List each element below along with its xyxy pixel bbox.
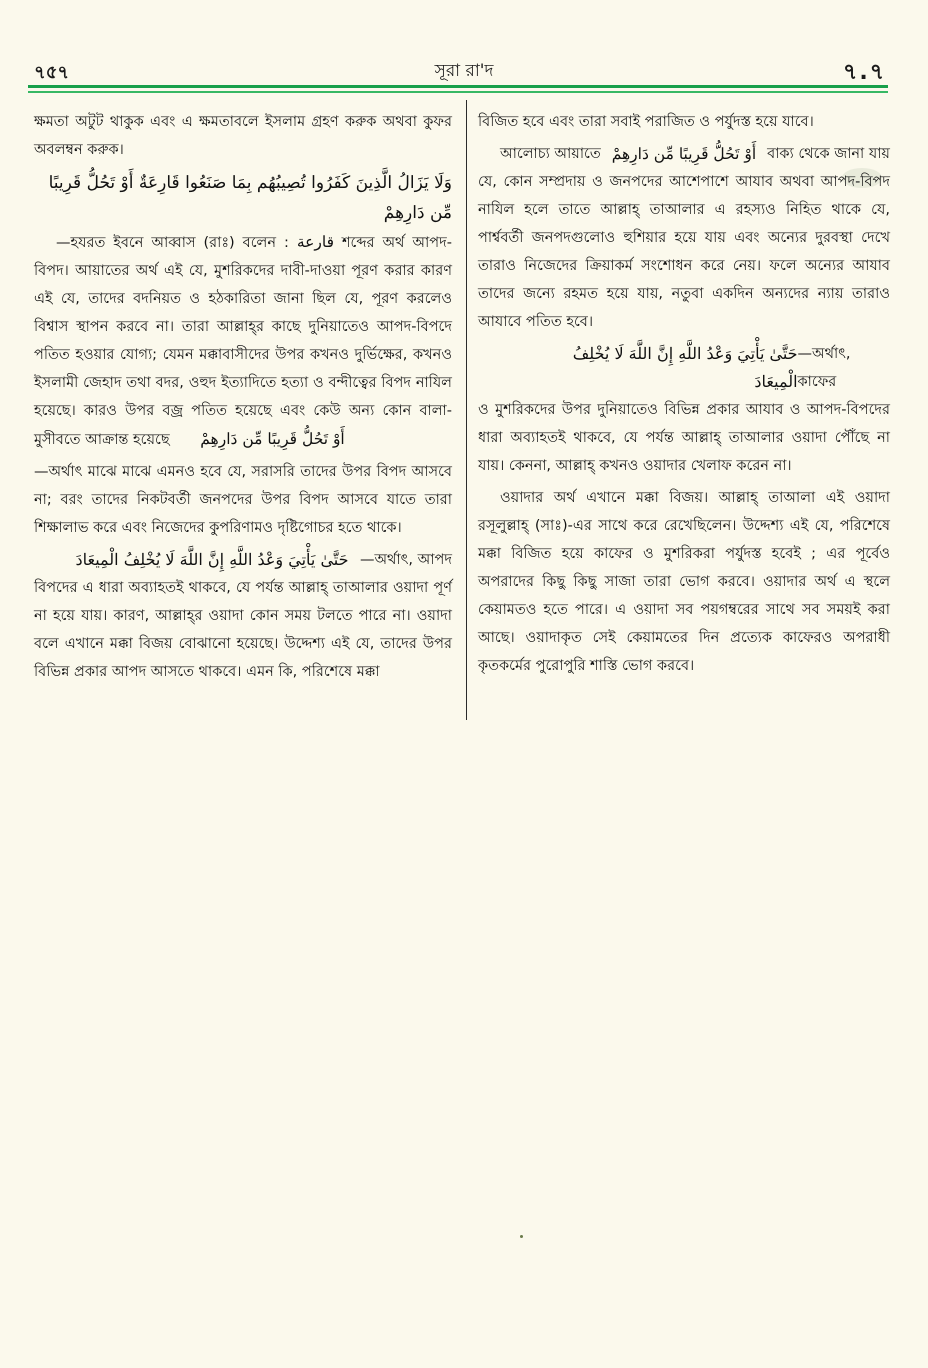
- left-paragraph-4: বিপদের এ ধারা অব্যাহতই থাকবে, যে পর্যন্ত আল্লাহ্‌ তাআলার ওয়াদা পূর্ণ না হয়ে যায়। কারণ, আল্লাহ্‌র ওয়াদা কোন সময় টলতে পারে না। ওয়াদা বলে এখানে মক্কা বিজয় বোঝানো হয়েছে। উদ্দেশ্য এই যে, তাদের উপর বিভিন্ন প্রকার আপদ আসতে থাকবে। এমন কি, পরিশেষে মক্কা: [34, 580, 452, 680]
- arabic-verse-2-gloss: —অর্থাৎ, আপদ: [360, 552, 452, 568]
- arabic-word-qariah: قارعة: [296, 233, 334, 251]
- left-p2-body: শব্দের অর্থ আপদ-বিপদ। আয়াতের অর্থ এই যে, মুশরিকদের দাবী-দাওয়া পূরণ করার কারণ এই যে, তাদের বদনিয়ত ও হঠকারিতা জানা ছিল যে, পূরণ করলেও বিশ্বাস স্থাপন করবে না। তারা আল্লাহ্‌র কাছে দুনিয়াতেও আপদ-বিপদে পতিত হওয়ার যোগ্য; যেমন মক্কাবাসীদের উপর কখনও দুর্ভিক্ষের, কখনও ইসলামী জেহাদ তথা বদর, ওহুদ ইত্যাদিতে হত্যা ও বন্দীত্বের বিপদ নাযিল হয়েছে। কারও উপর বজ্র পতিত হয়েছে এবং কেউ অন্য কোন বালা-মুসীবতে আক্রান্ত হয়েছে: [34, 235, 452, 448]
- arabic-verse-3-row: [478, 340, 890, 396]
- left-paragraph-2: [34, 228, 452, 454]
- right-p2-continue: বাক্য থেকে জানা যায়: [767, 146, 890, 162]
- left-p2-start: —হযরত ইবনে আব্বাস (রাঃ) বলেন :: [56, 235, 297, 251]
- arabic-verse-1-line-1: وَلَا يَزَالُ الَّذِينَ كَفَرُوا تُصِيبُهُم بِمَا صَنَعُوا قَارِعَةٌ أَوْ تَحُلُّ قَرِيبًا: [48, 173, 452, 193]
- page-number-left: ৭৫৭: [34, 62, 70, 83]
- arabic-inline-phrase-1: أَوْ تَحُلُّ قَرِيبًا مِّن دَارِهِمْ: [200, 430, 345, 448]
- right-paragraph-3: ও মুশরিকদের উপর দুনিয়াতেও বিভিন্ন প্রকার আযাব ও আপদ-বিপদের ধারা অব্যাহতই থাকবে, যে পর্যন্ত আল্লাহ্‌ তাআলার ওয়াদা পৌঁছে না যায়। কেননা, আল্লাহ্‌ কখনও ওয়াদার খেলাফ করেন না।: [478, 402, 890, 474]
- running-title: সূরা রা'দ: [434, 61, 494, 81]
- arabic-verse-1-line-2: مِّن دَارِهِمْ: [383, 203, 452, 223]
- left-paragraph-1: ক্ষমতা অটুট থাকুক এবং এ ক্ষমতাবলে ইসলাম গ্রহণ করুক অথবা কুফর অবলম্বন করুক।: [34, 114, 452, 158]
- left-paragraph-3: —অর্থাৎ মাঝে মাঝে এমনও হবে যে, সরাসরি তাদের উপর বিপদ আসবে না; বরং তাদের নিকটবর্তী জনপদের উপর বিপদ আসবে যাতে তারা শিক্ষালাভ করে এবং নিজেদের কুপরিণামও দৃষ্টিগোচর হতে থাকে।: [34, 464, 452, 536]
- paper-speck: [520, 1235, 523, 1238]
- arabic-verse-3: حَتَّىٰ يَأْتِيَ وَعْدُ اللَّهِ إِنَّ اللَّهَ لَا يُخْلِفُ الْمِيعَادَ: [572, 344, 798, 391]
- right-paragraph-2: যে, কোন সম্প্রদায় ও জনপদের আশেপাশে আযাব অথবা আপদ-বিপদ নাযিল হলে তাতে আল্লাহ্‌ তাআলার এ রহস্যও নিহিত থাকে যে, পার্শ্ববর্তী জনপদগুলোও হুশিয়ার হয়ে যায় এবং অন্যের দুরবস্থা দেখে তারাও নিজেদের ক্রিয়াকর্ম সংশোধন করে নেয়। ফলে অন্যের আযাব তাদের জন্যে রহমত হয়ে যায়, নতুবা একদিন অন্যদের ন্যায় তারাও আযাবে পতিত হবে।: [478, 174, 890, 330]
- right-column: [478, 108, 890, 684]
- right-paragraph-2-lead: [478, 140, 890, 168]
- arabic-verse-2: حَتَّىٰ يَأْتِيَ وَعْدُ اللَّهِ إِنَّ اللَّهَ لَا يُخْلِفُ الْمِيعَادَ: [75, 550, 349, 569]
- header-rule: [28, 85, 888, 88]
- header-rule-secondary: [28, 91, 888, 93]
- right-paragraph-4: ওয়াদার অর্থ এখানে মক্কা বিজয়। আল্লাহ্‌ তাআলা এই ওয়াদা রসূলুল্লাহ্‌ (সাঃ)-এর সাথে করে রেখেছিলেন। উদ্দেশ্য এই যে, পরিশেষে মক্কা বিজিত হয়ে কাফের ও মুশরিকরা পর্যুদস্ত হবেই ; এর পূর্বেও অপরাদের কিছু কিছু সাজা তারা ভোগ করবে। ওয়াদার অর্থ এ স্থলে কেয়ামতও হতে পারে। এ ওয়াদা সব পয়গম্বরের সাথে সব সময়ই করা আছে। ওয়াদাকৃত সেই কেয়ামতের দিন প্রত্যেক কাফেরও অপরাধী কৃতকর্মের পুরোপুরি শাস্তি ভোগ করবে।: [478, 490, 890, 674]
- right-p2-start: আলোচ্য আয়াতে: [500, 146, 601, 162]
- column-divider: [466, 100, 467, 720]
- arabic-inline-phrase-2: أَوْ تَحُلُّ قَرِيبًا مِّن دَارِهِمْ: [611, 145, 757, 163]
- page-number-right: ৭.৭: [843, 60, 886, 85]
- arabic-verse-2-row: [34, 546, 452, 574]
- page-header: [0, 0, 928, 100]
- right-paragraph-1: বিজিত হবে এবং তারা সবাই পরাজিত ও পর্যুদস্ত হয়ে যাবে।: [478, 114, 814, 130]
- arabic-verse-3-gloss: —অর্থাৎ, কাফের: [797, 346, 851, 390]
- left-column: [34, 108, 452, 690]
